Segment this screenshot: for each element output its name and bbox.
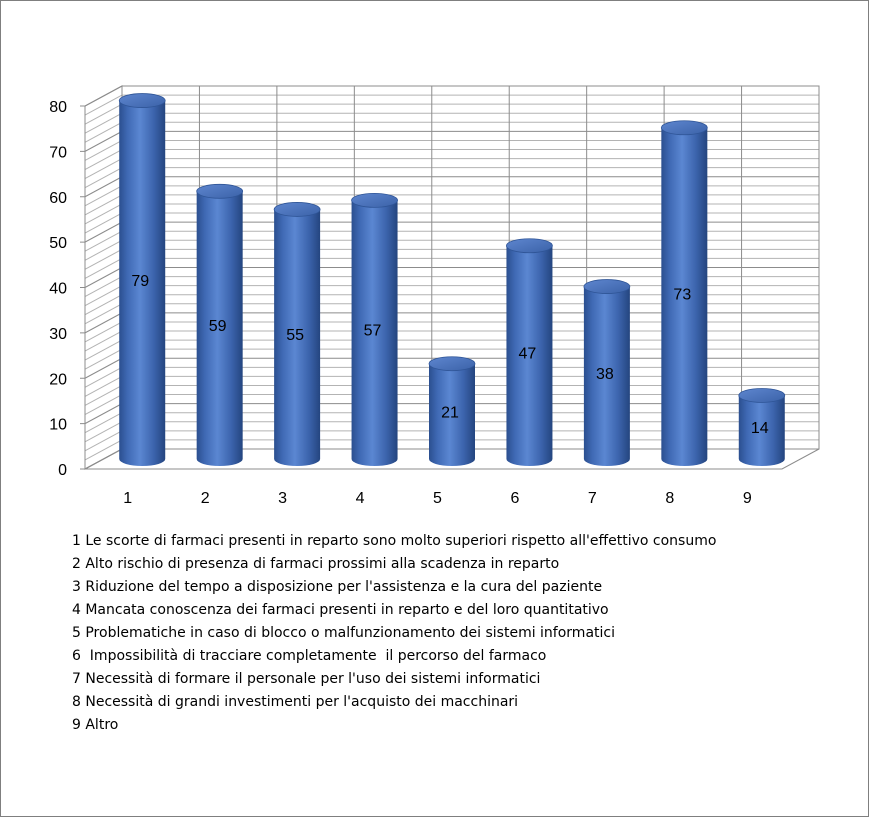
y-tick-label: 30	[49, 325, 67, 343]
y-tick-label: 0	[58, 462, 67, 479]
legend-item: 2 Alto rischio di presenza di farmaci prossimi alla scadenza in reparto	[72, 556, 560, 572]
legend-item: 5 Problematiche in caso di blocco o malfunzionamento dei sistemi informatici	[72, 625, 615, 641]
x-tick-label: 7	[587, 490, 597, 507]
bar-top	[584, 280, 630, 294]
bar-top	[661, 121, 707, 135]
legend-item: 4 Mancata conoscenza dei farmaci presenti in reparto e del loro quantitativo	[72, 602, 609, 618]
x-tick-label: 4	[355, 490, 365, 507]
data-label: 14	[750, 420, 769, 438]
y-tick-label: 40	[49, 280, 67, 298]
legend-item: 9 Altro	[72, 717, 119, 733]
bar-top	[352, 193, 398, 207]
data-label: 73	[673, 286, 692, 304]
legend-item: 8 Necessità di grandi investimenti per l'acquisto dei macchinari	[72, 694, 519, 710]
bar-top	[197, 184, 243, 198]
data-label: 57	[363, 322, 382, 340]
x-tick-label: 6	[510, 490, 520, 507]
y-tick-label: 50	[49, 235, 67, 253]
y-tick-label: 80	[49, 99, 67, 116]
bar-top	[119, 94, 165, 108]
data-label: 55	[286, 327, 305, 345]
x-tick-label: 9	[742, 490, 752, 507]
data-label: 47	[518, 345, 537, 363]
data-label: 59	[208, 318, 227, 336]
y-tick-label: 70	[49, 144, 67, 162]
bar-top	[739, 388, 785, 402]
x-tick-label: 2	[200, 490, 210, 507]
x-tick-label: 1	[123, 490, 133, 507]
x-tick-label: 3	[278, 490, 288, 507]
x-tick-label: 5	[433, 490, 442, 507]
data-label: 79	[131, 272, 150, 290]
data-label: 21	[441, 404, 459, 422]
bar-top	[274, 202, 320, 216]
legend	[72, 530, 716, 737]
data-label: 38	[595, 365, 614, 383]
legend-item: 1 Le scorte di farmaci presenti in reparto sono molto superiori rispetto all'effettivo consumo	[72, 533, 717, 549]
legend-item: 7 Necessità di formare il personale per l'uso dei sistemi informatici	[72, 671, 541, 687]
x-tick-label: 8	[665, 490, 675, 507]
legend-item: 3 Riduzione del tempo a disposizione per l'assistenza e la cura del paziente	[72, 579, 603, 595]
y-tick-label: 60	[49, 189, 67, 207]
legend-item: 6 Impossibilità di tracciare completamente il percorso del farmaco	[72, 648, 547, 664]
bar-top	[506, 239, 552, 253]
y-tick-label: 20	[49, 371, 67, 389]
y-tick-label: 10	[49, 416, 67, 434]
bar-top	[429, 357, 475, 371]
